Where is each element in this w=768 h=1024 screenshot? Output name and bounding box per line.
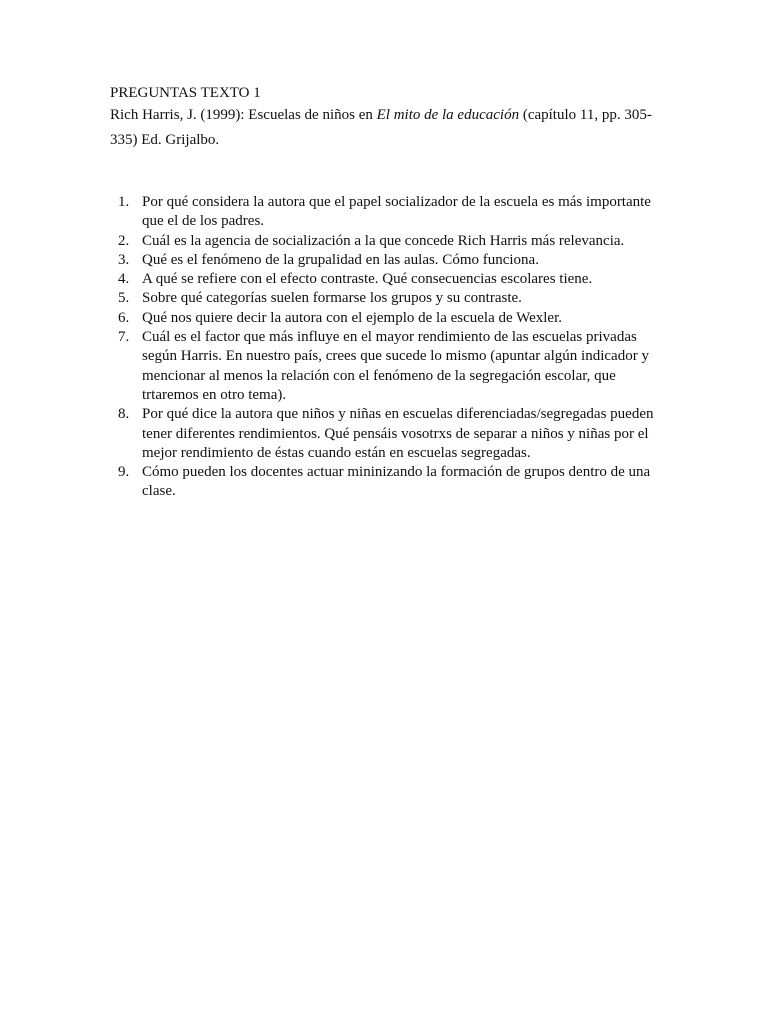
question-list bbox=[110, 193, 670, 502]
question-item bbox=[110, 463, 670, 502]
bibliographic-reference bbox=[110, 103, 670, 153]
question-item bbox=[110, 232, 670, 251]
reference-details: (capítulo 11, pp. 305-335) Ed. Grijalbo. bbox=[110, 107, 652, 148]
question-item bbox=[110, 270, 670, 289]
question-text: Por qué dice la autora que niños y niñas en escuelas diferenciadas/segregadas pueden tener diferentes rendimientos. Qué pensáis vosotrxs de separar a niños y niñas por el mejor rendimiento de éstas cuando están en escuelas segregadas. bbox=[142, 406, 654, 461]
question-number: 9. bbox=[118, 464, 130, 481]
question-number: 3. bbox=[118, 251, 130, 268]
question-text: Cómo pueden los docentes actuar mininizando la formación de grupos dentro de una clase. bbox=[142, 464, 651, 500]
question-text: A qué se refiere con el efecto contraste. Qué consecuencias escolares tiene. bbox=[142, 271, 593, 288]
question-number: 7. bbox=[118, 329, 130, 346]
question-number: 5. bbox=[118, 290, 130, 307]
question-item bbox=[110, 193, 670, 232]
question-text: Qué nos quiere decir la autora con el ejemplo de la escuela de Wexler. bbox=[142, 309, 562, 326]
question-number: 8. bbox=[118, 406, 130, 423]
question-text: Cuál es el factor que más influye en el mayor rendimiento de las escuelas privadas según Harris. En nuestro país, crees que sucede lo mismo (apuntar algún indicador y mencionar al menos la relación con el fenómeno de la segregación escolar, que trtaremos en otro tema). bbox=[142, 329, 649, 403]
question-number: 1. bbox=[118, 194, 130, 210]
question-number: 6. bbox=[118, 309, 130, 326]
question-text: Sobre qué categorías suelen formarse los grupos y su contraste. bbox=[142, 290, 522, 307]
question-item bbox=[110, 251, 670, 270]
question-item bbox=[110, 289, 670, 308]
question-item bbox=[110, 309, 670, 328]
question-text: Por qué considera la autora que el papel socializador de la escuela es más importante que el de los padres. bbox=[142, 194, 651, 230]
question-text: Cuál es la agencia de socialización a la que concede Rich Harris más relevancia. bbox=[142, 232, 625, 249]
question-item bbox=[110, 405, 670, 463]
question-text: Qué es el fenómeno de la grupalidad en las aulas. Cómo funciona. bbox=[142, 251, 539, 268]
question-number: 2. bbox=[118, 232, 130, 249]
document-title: PREGUNTAS TEXTO 1 bbox=[110, 85, 261, 101]
question-item bbox=[110, 328, 670, 405]
reference-text: Rich Harris, J. (1999): Escuelas de niños en bbox=[110, 107, 377, 123]
question-number: 4. bbox=[118, 271, 130, 288]
reference-book-title: El mito de la educación bbox=[376, 107, 520, 123]
